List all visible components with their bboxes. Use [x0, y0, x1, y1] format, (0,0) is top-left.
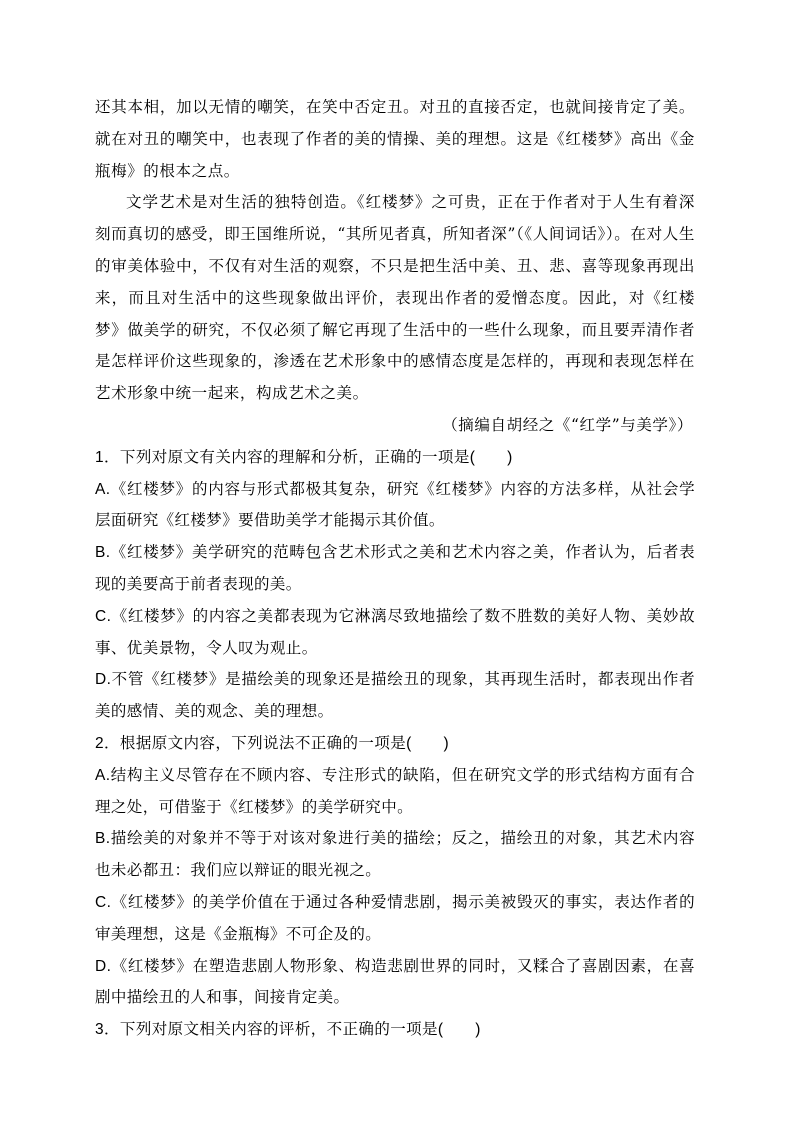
- question-3: [95, 1014, 695, 1046]
- question-2-option-d: D.《红楼梦》在塑造悲剧人物形象、构造悲剧世界的同时，又糅合了喜剧因素，在喜剧中描绘丑的人和事，间接肯定美。: [95, 957, 695, 1007]
- document-page: [95, 92, 695, 1046]
- question-1: [95, 442, 695, 728]
- passage-paragraph-1: 还其本相，加以无情的嘲笑，在笑中否定丑。对丑的直接否定，也就间接肯定了美。就在对丑的嘲笑中，也表现了作者的美的情操、美的理想。这是《红楼梦》高出《金瓶梅》的根本之点。: [95, 98, 695, 180]
- question-2-stem: 2．根据原文内容，下列说法不正确的一项是( ): [95, 734, 450, 752]
- question-list: [95, 442, 695, 1046]
- question-1-option-a: A.《红楼梦》的内容与形式都极其复杂，研究《红楼梦》内容的方法多样，从社会学层面研究《红楼梦》要借助美学才能揭示其价值。: [95, 480, 695, 530]
- question-1-stem: 1．下列对原文有关内容的理解和分析，正确的一项是( ): [95, 448, 513, 466]
- question-3-stem: 3．下列对原文相关内容的评析，不正确的一项是( ): [95, 1021, 481, 1039]
- question-2: [95, 728, 695, 1014]
- question-2-option-b: B.描绘美的对象并不等于对该对象进行美的描绘；反之，描绘丑的对象，其艺术内容也未必都丑：我们应以辩证的眼光视之。: [95, 830, 695, 880]
- question-1-option-d: D.不管《红楼梦》是描绘美的现象还是描绘丑的现象，其再现生活时，都表现出作者美的感情、美的观念、美的理想。: [95, 671, 695, 721]
- passage-source: （摘编自胡经之《“红学”与美学》）: [442, 415, 693, 434]
- question-1-option-c: C.《红楼梦》的内容之美都表现为它淋漓尽致地描绘了数不胜数的美好人物、美妙故事、优美景物，令人叹为观止。: [95, 607, 695, 657]
- question-2-option-a: A.结构主义尽管存在不顾内容、专注形式的缺陷，但在研究文学的形式结构方面有合理之处，可借鉴于《红楼梦》的美学研究中。: [95, 766, 695, 816]
- passage-paragraph-2: 文学艺术是对生活的独特创造。《红楼梦》之可贵，正在于作者对于人生有着深刻而真切的感受，即王国维所说，“其所见者真，所知者深”（《人间词话》）。在对人生的审美体验中，不仅有对生活的观察，不只是把生活中美、丑、悲、喜等现象再现出来，而且对生活中的这些现象做出评价，表现出作者的爱憎态度。因此，对《红楼梦》做美学的研究，不仅必须了解它再现了生活中的一些什么现象，而且要弄清作者是怎样评价这些现象的，渗透在艺术形象中的感情态度是怎样的，再现和表现怎样在艺术形象中统一起来，构成艺术之美。: [95, 193, 695, 403]
- question-2-option-c: C.《红楼梦》的美学价值在于通过各种爱情悲剧，揭示美被毁灭的事实，表达作者的审美理想，这是《金瓶梅》不可企及的。: [95, 893, 695, 943]
- reading-passage: [95, 92, 695, 442]
- question-1-option-b: B.《红楼梦》美学研究的范畴包含艺术形式之美和艺术内容之美，作者认为，后者表现的美要高于前者表现的美。: [95, 544, 695, 593]
